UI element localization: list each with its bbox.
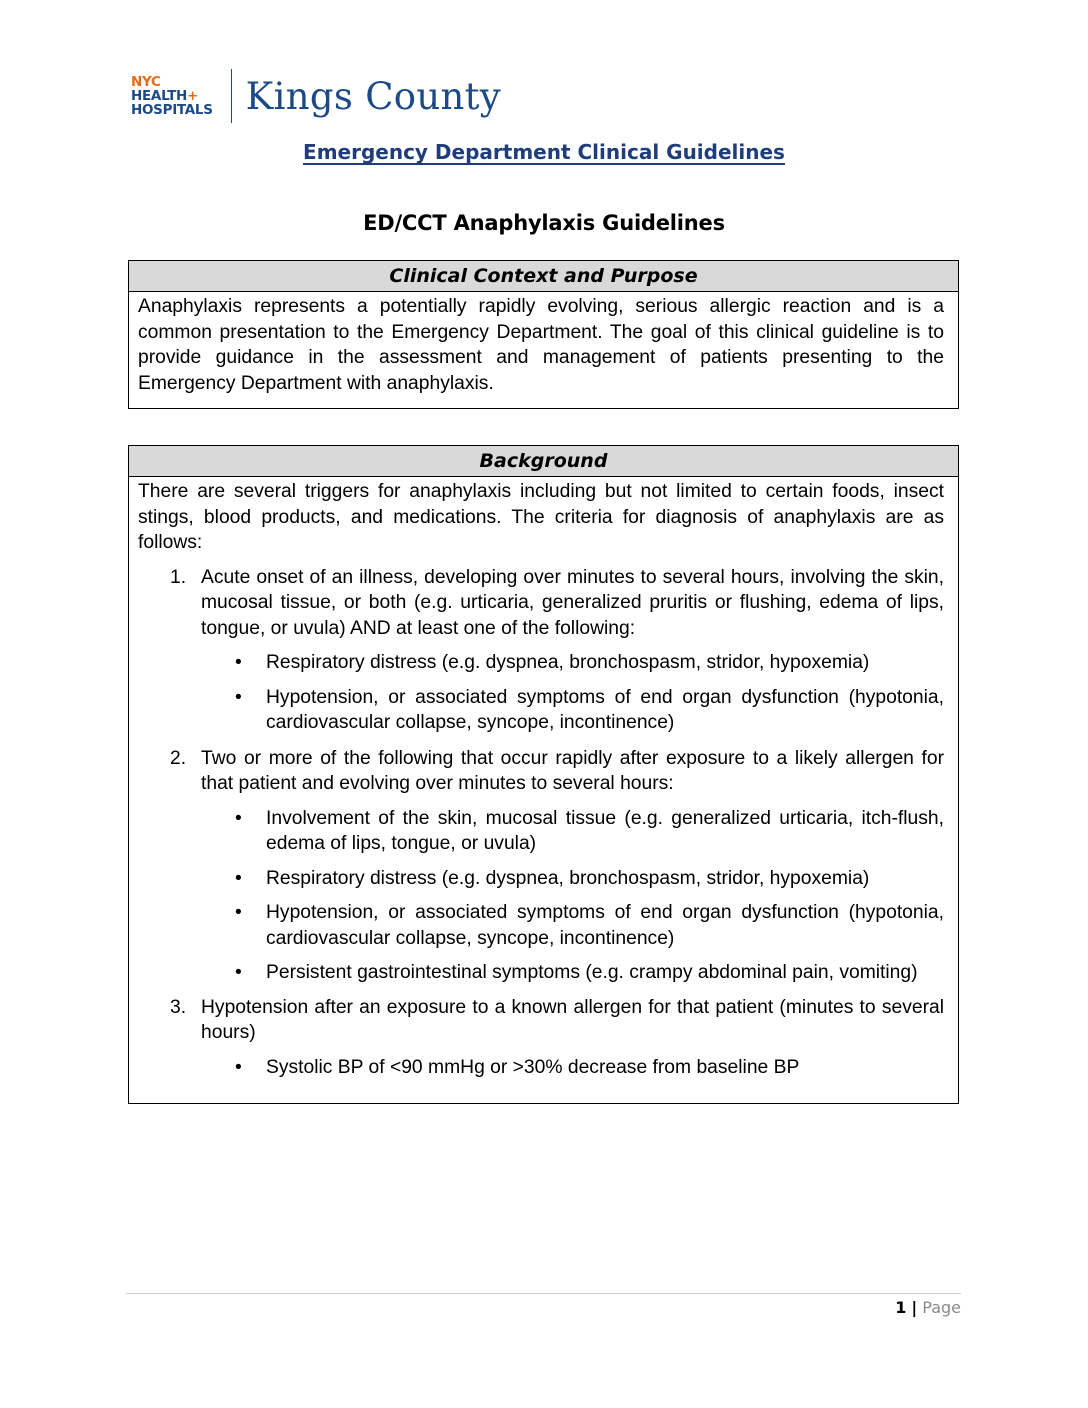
bullet-item: • Respiratory distress (e.g. dyspnea, bronchospasm, stridor, hypoxemia) — [201, 650, 944, 676]
background-heading: Background — [129, 446, 958, 477]
background-intro: There are several triggers for anaphylaxis including but not limited to certain foods, insect stings, blood products, and medications. The criteria for diagnosis of anaphylaxis are as follows: — [138, 481, 944, 553]
context-heading: Clinical Context and Purpose — [129, 261, 958, 292]
bullet-item: • Persistent gastrointestinal symptoms (e.g. crampy abdominal pain, vomiting) — [201, 960, 944, 986]
logo-facility-name: Kings County — [245, 74, 502, 118]
criterion-item — [138, 746, 944, 986]
criterion-bullets — [201, 1055, 944, 1081]
page-label: Page — [922, 1298, 961, 1317]
department-title: Emergency Department Clinical Guidelines — [303, 140, 785, 164]
diagnostic-criteria-list — [138, 565, 944, 1081]
logo-health: HEALTH — [131, 88, 188, 104]
criterion-number: 3. — [170, 996, 187, 1018]
context-section — [128, 260, 959, 409]
bullet-item: • Hypotension, or associated symptoms of end organ dysfunction (hypotonia, cardiovascular collapse, syncope, incontinence) — [201, 900, 944, 951]
logo-nyc: NYC — [131, 74, 161, 90]
criterion-item — [138, 565, 944, 736]
nyc-health-hospitals-wordmark — [131, 75, 213, 117]
background-body — [129, 477, 958, 1080]
logo-hospitals: HOSPITALS — [131, 102, 213, 118]
bullet-item: • Hypotension, or associated symptoms of end organ dysfunction (hypotonia, cardiovascular collapse, syncope, incontinence) — [201, 685, 944, 736]
document-title: ED/CCT Anaphylaxis Guidelines — [363, 211, 725, 235]
criterion-text: Acute onset of an illness, developing over minutes to several hours, involving the skin, mucosal tissue, or both (e.g. urticaria, generalized pruritis or flushing, edema of lips, tongue, or uvula) AND at least one of the following: — [201, 566, 944, 639]
page-footer — [895, 1298, 961, 1317]
footer-rule — [126, 1293, 961, 1294]
page-separator: | — [911, 1298, 918, 1317]
page-number: 1 — [895, 1298, 907, 1317]
hospital-logo — [131, 66, 501, 126]
criterion-bullets — [201, 650, 944, 736]
criterion-text: Hypotension after an exposure to a known allergen for that patient (minutes to several hours) — [201, 996, 944, 1043]
logo-divider — [231, 69, 232, 123]
criterion-number: 1. — [170, 566, 187, 588]
criterion-number: 2. — [170, 747, 187, 769]
bullet-item: • Involvement of the skin, mucosal tissue (e.g. generalized urticaria, itch-flush, edema of lips, tongue, or uvula) — [201, 806, 944, 857]
criterion-item — [138, 995, 944, 1081]
logo-plus: + — [187, 88, 199, 104]
criterion-text: Two or more of the following that occur rapidly after exposure to a likely allergen for that patient and evolving over minutes to several hours: — [201, 747, 944, 794]
bullet-item: • Systolic BP of <90 mmHg or >30% decrease from baseline BP — [201, 1055, 944, 1081]
logo-health-line — [131, 89, 213, 103]
criterion-bullets — [201, 806, 944, 986]
context-text: Anaphylaxis represents a potentially rapidly evolving, serious allergic reaction and is a common presentation to the Emergency Department. The goal of this clinical guideline is to provide guidance in the assessment and management of patients presenting to the Emergency Department with anaphylaxis. — [138, 296, 944, 394]
background-section — [128, 445, 959, 1104]
bullet-item: • Respiratory distress (e.g. dyspnea, bronchospasm, stridor, hypoxemia) — [201, 866, 944, 892]
